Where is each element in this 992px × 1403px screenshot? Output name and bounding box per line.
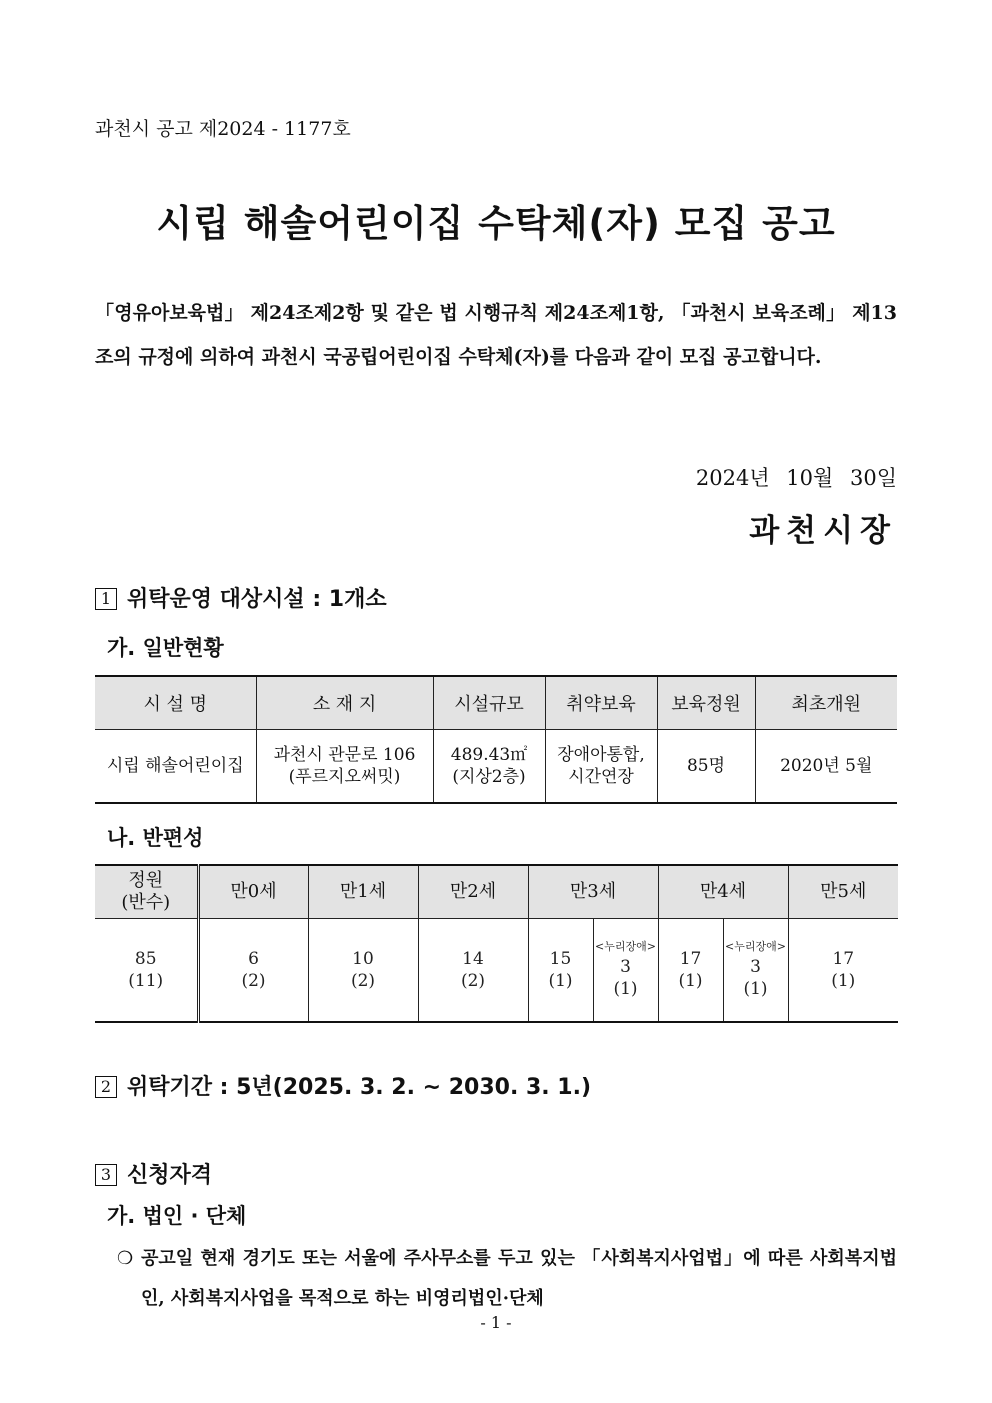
cell-age3 — [528, 919, 593, 1023]
section-3-title: 신청자격 — [127, 1163, 213, 1188]
cell-age1 — [308, 919, 418, 1023]
header-first-opened: 최초개원 — [755, 676, 897, 730]
nuri-disability-tag: <누리장애> — [595, 940, 656, 953]
header-age3: 만3세 — [528, 865, 658, 919]
header-age2: 만2세 — [418, 865, 528, 919]
total-capacity: 85 — [134, 949, 157, 969]
cell-total — [95, 919, 198, 1023]
cell-age4 — [658, 919, 723, 1023]
table-header-row — [95, 865, 898, 919]
header-capacity-label: 정원 — [128, 870, 164, 891]
header-facility-name: 시 설 명 — [95, 676, 256, 730]
address-line: 과천시 관문로 106 — [273, 745, 416, 765]
eligibility-text: 공고일 현재 경기도 또는 서울에 주사무소를 두고 있는 「사회복지사업법」에 따른 사회복지법인, 사회복지사업을 목적으로 하는 비영리법인·단체 — [141, 1248, 897, 1309]
address-building: (푸르지오써밋) — [288, 767, 401, 787]
general-status-table — [95, 675, 897, 804]
subsection-corporation: 가. 법인 · 단체 — [107, 1204, 247, 1228]
age5-capacity: 17 — [832, 949, 855, 969]
age4-nuri-capacity: 3 — [750, 957, 761, 977]
section-2-title: 위탁기간 : 5년(2025. 3. 2. ~ 2030. 3. 1.) — [127, 1075, 592, 1100]
cell-facility-name: 시립 해솔어린이집 — [95, 730, 256, 804]
issuer-name: 과천시장 — [749, 513, 897, 549]
cell-age3-nuri — [593, 919, 658, 1023]
age3-nuri-classes: (1) — [613, 979, 638, 999]
size-area: 489.43㎡ — [450, 745, 528, 765]
section-3-heading — [95, 1158, 212, 1189]
table-header-row — [95, 676, 897, 730]
age1-capacity: 10 — [352, 949, 374, 969]
section-1-heading — [95, 582, 387, 613]
table-row — [95, 919, 898, 1023]
cell-first-opened: 2020년 5월 — [755, 730, 897, 804]
cell-age4-nuri — [723, 919, 788, 1023]
notice-date: 2024년 10월 30일 — [695, 466, 897, 490]
age4-classes: (1) — [678, 971, 703, 991]
section-number-box: 1 — [95, 588, 117, 610]
age0-classes: (2) — [241, 971, 266, 991]
nuri-disability-tag: <누리장애> — [725, 940, 786, 953]
eligibility-bullet — [117, 1239, 897, 1319]
header-vulnerable-care: 취약보육 — [545, 676, 657, 730]
intro-paragraph: 「영유아보육법」 제24조제2항 및 같은 법 시행규칙 제24조제1항, 「과천시 보육조례」 제13조의 규정에 의하여 과천시 국공립어린이집 수탁체(자)를 다음과 같이 모집 공고합니다. — [95, 302, 897, 368]
header-size: 시설규모 — [433, 676, 545, 730]
notice-number: 과천시 공고 제2024 - 1177호 — [95, 118, 351, 140]
cell-address — [256, 730, 433, 804]
age4-nuri-classes: (1) — [743, 979, 768, 999]
vulnerable-line-2: 시간연장 — [568, 767, 634, 787]
vulnerable-line-1: 장애아통합, — [557, 745, 645, 765]
age3-nuri-capacity: 3 — [620, 957, 631, 977]
age2-classes: (2) — [460, 971, 486, 991]
age2-capacity: 14 — [462, 949, 484, 969]
section-1-title: 위탁운영 대상시설 : 1개소 — [127, 587, 387, 612]
header-age4: 만4세 — [658, 865, 788, 919]
age0-capacity: 6 — [248, 949, 259, 969]
section-2-heading — [95, 1070, 591, 1101]
header-capacity-classes — [95, 865, 198, 919]
header-address: 소 재 지 — [256, 676, 433, 730]
subsection-general-status: 가. 일반현황 — [107, 636, 224, 660]
header-age0: 만0세 — [198, 865, 308, 919]
cell-vulnerable-care — [545, 730, 657, 804]
cell-age2 — [418, 919, 528, 1023]
table-row — [95, 730, 897, 804]
cell-size — [433, 730, 545, 804]
header-classes-label: (반수) — [121, 892, 171, 913]
class-composition-table — [95, 864, 898, 1023]
age4-capacity: 17 — [679, 949, 702, 969]
bullet-circle-icon: ❍ — [117, 1248, 134, 1269]
age3-capacity: 15 — [549, 949, 572, 969]
cell-age5 — [788, 919, 898, 1023]
header-age5: 만5세 — [788, 865, 898, 919]
total-classes: (11) — [128, 971, 164, 991]
subsection-class-composition: 나. 반편성 — [107, 826, 204, 850]
page-title: 시립 해솔어린이집 수탁체(자) 모집 공고 — [156, 202, 836, 245]
section-number-box: 2 — [95, 1076, 117, 1098]
size-floors: (지상2층) — [452, 767, 526, 787]
header-age1: 만1세 — [308, 865, 418, 919]
cell-capacity: 85명 — [657, 730, 755, 804]
age5-classes: (1) — [831, 971, 856, 991]
age1-classes: (2) — [350, 971, 376, 991]
age3-classes: (1) — [548, 971, 573, 991]
cell-age0 — [198, 919, 308, 1023]
page-number: - 1 - — [480, 1313, 512, 1332]
section-number-box: 3 — [95, 1164, 117, 1186]
header-capacity: 보육정원 — [657, 676, 755, 730]
